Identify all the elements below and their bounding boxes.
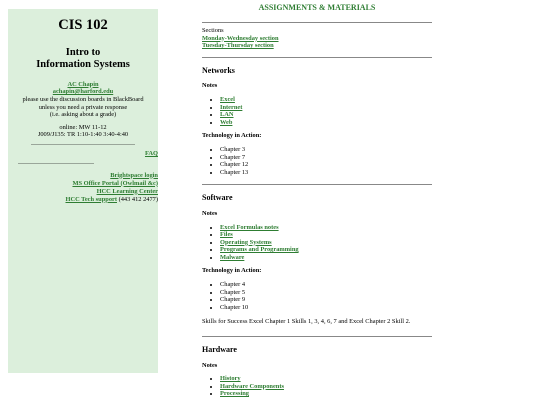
divider — [202, 184, 432, 185]
list-item — [220, 104, 432, 112]
tia-list-software — [202, 281, 432, 311]
divider — [202, 22, 432, 23]
note-link[interactable]: Operating Systems — [220, 238, 272, 246]
note-link[interactable]: Processing — [220, 390, 249, 398]
divider — [18, 163, 94, 164]
learning-center-link[interactable]: HCC Learning Center — [96, 187, 158, 195]
note-link[interactable]: Files — [220, 231, 233, 239]
unit-title-software: Software — [202, 193, 233, 203]
list-item — [220, 375, 432, 383]
tia-heading: Technology in Action: — [202, 132, 262, 140]
course-title — [8, 47, 158, 72]
course-title-line2: Information Systems — [36, 59, 130, 71]
course-title-line1: Intro to — [65, 47, 101, 58]
list-item — [220, 231, 432, 239]
notes-heading: Notes — [202, 82, 218, 90]
section-link-tr[interactable]: Tuesday-Thursday section — [202, 42, 274, 50]
list-item — [220, 224, 432, 232]
note-link[interactable]: Malware — [220, 253, 245, 261]
note-link[interactable]: Web — [220, 118, 233, 126]
note-link[interactable]: Programs and Programming — [220, 246, 299, 254]
tia-list-networks — [202, 146, 432, 176]
notes-list-networks — [202, 96, 432, 126]
tech-support-phone: (443 412 2477) — [116, 195, 158, 203]
list-item — [220, 119, 432, 127]
list-item — [220, 246, 432, 254]
tia-heading: Technology in Action: — [202, 267, 262, 275]
note-link[interactable]: LAN — [220, 111, 234, 119]
section-link-mw[interactable]: Monday-Wednesday section — [202, 34, 279, 42]
list-item — [220, 254, 432, 262]
notes-list-software — [202, 224, 432, 262]
sections-block — [202, 27, 432, 50]
list-item — [220, 239, 432, 247]
email-link[interactable]: achapin@harford.edu — [52, 88, 114, 96]
instructor-link[interactable]: AC Chapin — [67, 80, 99, 88]
divider — [31, 144, 135, 145]
notes-heading: Notes — [202, 361, 218, 369]
office-hours — [8, 124, 158, 139]
list-item: • Chapter 9 — [220, 296, 432, 304]
page-title: ASSIGNMENTS & MATERIALS — [258, 3, 376, 12]
list-item: • Chapter 7 — [220, 154, 432, 162]
notes-list-hardware — [202, 375, 432, 398]
tech-support-link[interactable]: HCC Tech support — [65, 195, 117, 203]
online-hours: online: MW 11-12 — [59, 123, 107, 131]
contact-block — [8, 81, 158, 119]
contact-note-line2: unless you need a private response — [38, 103, 128, 111]
note-link[interactable]: Hardware Components — [220, 382, 284, 390]
main-content — [202, 0, 432, 398]
sections-label: Sections — [202, 27, 224, 34]
faq-link[interactable]: FAQ — [144, 149, 158, 157]
list-item — [220, 390, 432, 398]
unit-title-hardware: Hardware — [202, 345, 237, 355]
divider — [202, 57, 432, 58]
quick-links — [8, 172, 158, 204]
note-link[interactable]: Internet — [220, 103, 243, 111]
unit-title-networks: Networks — [202, 65, 235, 75]
list-item — [220, 383, 432, 391]
brightspace-login-link[interactable]: Brightspace login — [110, 171, 158, 179]
contact-note-line1: please use the discussion boards in BlackBoard — [22, 96, 144, 103]
notes-heading: Notes — [202, 209, 218, 217]
note-link[interactable]: Excel — [220, 95, 235, 103]
contact-note-line3: (i.e. asking about a grade) — [49, 111, 117, 119]
list-item: • Chapter 13 — [220, 169, 432, 177]
skills-note: Skills for Success Excel Chapter 1 Skills 1, 3, 4, 6, 7 and Excel Chapter 2 Skill 2. — [202, 318, 411, 326]
list-item: • Chapter 10 — [220, 304, 432, 312]
list-item: • Chapter 3 — [220, 146, 432, 154]
list-item: • Chapter 4 — [220, 281, 432, 289]
sidebar — [8, 9, 158, 373]
list-item: • Chapter 5 — [220, 289, 432, 297]
note-link[interactable]: Excel Formulas notes — [220, 223, 279, 231]
office-hours-times: J009/J135: TR 1:10-1:40 3:40-4:40 — [37, 131, 129, 139]
list-item — [220, 96, 432, 104]
note-link[interactable]: History — [220, 375, 241, 383]
divider — [202, 336, 432, 337]
list-item: • Chapter 12 — [220, 161, 432, 169]
course-code: CIS 102 — [58, 17, 108, 33]
list-item — [220, 111, 432, 119]
office-portal-link[interactable]: MS Office Portal (Owlmail &c) — [72, 179, 158, 187]
